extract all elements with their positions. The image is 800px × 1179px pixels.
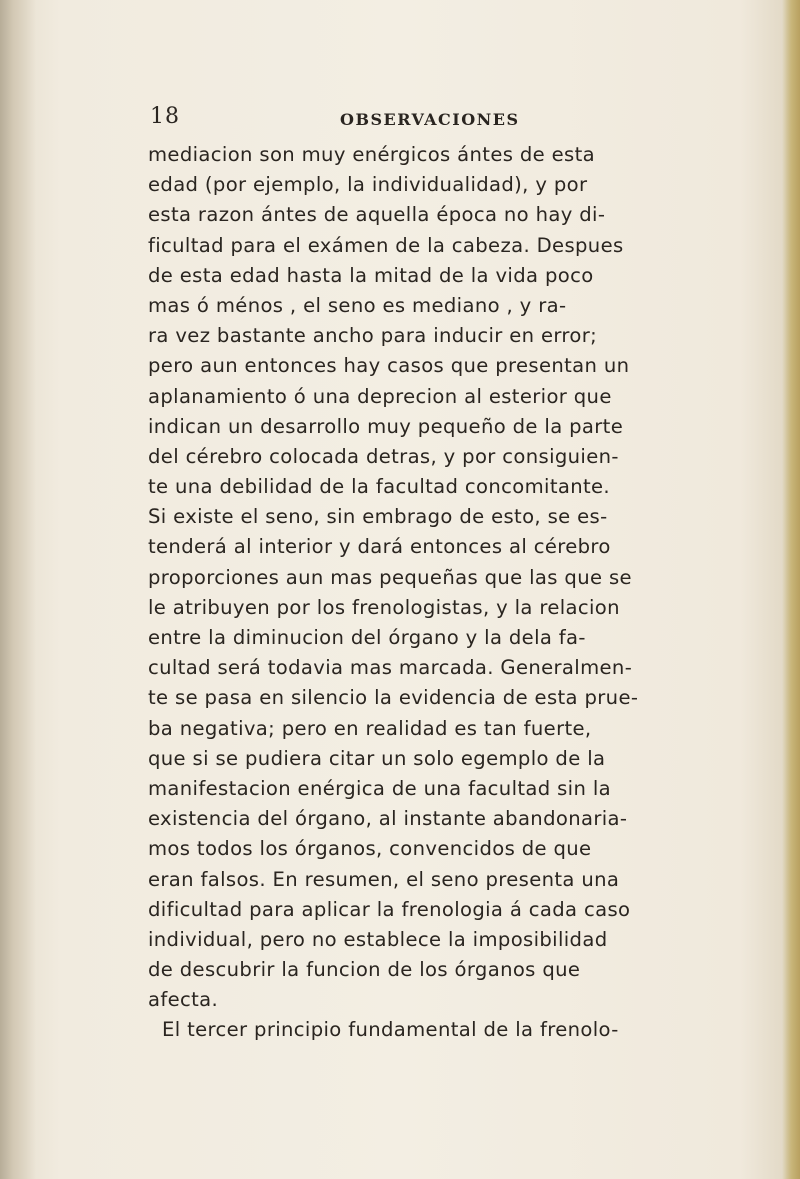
text-line: mas ó ménos , el seno es mediano , y ra- (148, 293, 567, 317)
text-line: indican un desarrollo muy pequeño de la parte (148, 414, 624, 438)
text-line: existencia del órgano, al instante abandonaria- (148, 807, 628, 831)
text-line: que si se pudiera citar un solo egemplo de la (148, 746, 606, 770)
paragraph-start-line: El tercer principio fundamental de la frenolo- (162, 1018, 619, 1042)
text-line: edad (por ejemplo, la individualidad), y por (148, 173, 588, 197)
page-edge-stain (782, 0, 800, 1179)
text-line: esta razon ántes de aquella época no hay di- (148, 203, 606, 227)
text-line: eran falsos. En resumen, el seno presenta una (148, 867, 620, 891)
text-line: del cérebro colocada detras, y por consiguien- (148, 444, 619, 468)
running-title: OBSERVACIONES (340, 110, 520, 129)
text-line: cultad será todavia mas marcada. Generalmen- (148, 656, 633, 680)
text-line: te una debilidad de la facultad concomitante. (148, 475, 610, 499)
text-line: manifestacion enérgica de una facultad sin la (148, 776, 611, 800)
text-line: afecta. (148, 988, 219, 1012)
text-line: te se pasa en silencio la evidencia de esta prue- (148, 686, 639, 710)
text-line: mos todos los órganos, convencidos de que (148, 837, 592, 861)
text-line: aplanamiento ó una deprecion al esterior que (148, 384, 612, 408)
text-line: ra vez bastante ancho para inducir en error; (148, 324, 598, 348)
text-line: proporciones aun mas pequeñas que las que se (148, 565, 632, 589)
text-line: de descubrir la funcion de los órganos que (148, 958, 581, 982)
body-text (148, 140, 688, 1046)
text-line: de esta edad hasta la mitad de la vida poco (148, 263, 594, 287)
page-number: 18 (150, 104, 180, 129)
text-line: pero aun entonces hay casos que presentan un (148, 354, 630, 378)
text-line: le atribuyen por los frenologistas, y la relacion (148, 595, 620, 619)
text-line: mediacion son muy enérgicos ántes de esta (148, 143, 595, 166)
page-gutter-shadow (0, 0, 36, 1179)
text-line: ba negativa; pero en realidad es tan fuerte, (148, 716, 592, 740)
text-line: tenderá al interior y dará entonces al cérebro (148, 535, 611, 559)
text-line: dificultad para aplicar la frenologia á cada caso (148, 897, 631, 921)
text-line: entre la diminucion del órgano y la dela fa- (148, 626, 586, 649)
text-line: ficultad para el exámen de la cabeza. Despues (148, 233, 624, 257)
text-line: Si existe el seno, sin embrago de esto, se es- (148, 505, 608, 529)
text-line: individual, pero no establece la imposibilidad (148, 927, 608, 951)
page-header (150, 104, 670, 134)
